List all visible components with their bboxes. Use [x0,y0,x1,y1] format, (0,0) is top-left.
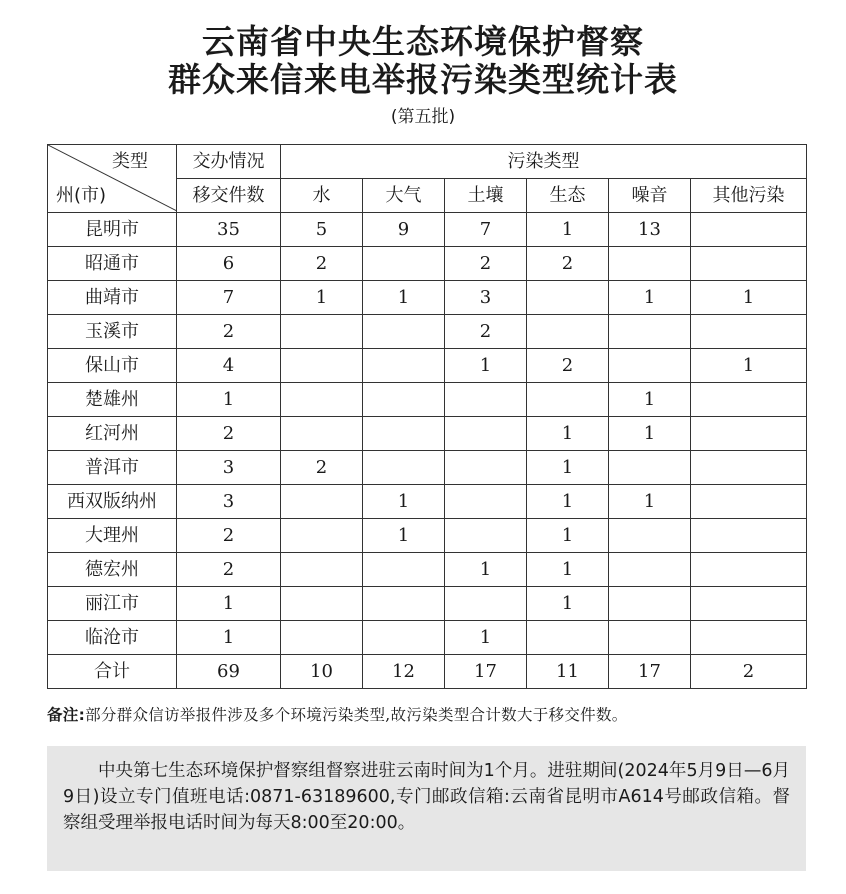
pollution-count-cell: 17 [445,655,527,689]
table-row [48,383,807,417]
pollution-count-cell [281,383,363,417]
footnote-label: 备注: [47,706,86,724]
header-type-3: 土壤 [445,179,527,213]
transferred-count-cell: 2 [177,519,281,553]
pollution-count-cell [281,315,363,349]
pollution-count-cell [281,519,363,553]
pollution-count-cell [691,587,807,621]
pollution-count-cell [445,485,527,519]
pollution-count-cell [281,485,363,519]
pollution-count-cell [527,621,609,655]
pollution-count-cell: 17 [609,655,691,689]
region-name: 普洱市 [48,451,177,485]
table-row [48,349,807,383]
footnote-text: 部分群众信访举报件涉及多个环境污染类型,故污染类型合计数大于移交件数。 [85,706,628,724]
region-name: 曲靖市 [48,281,177,315]
pollution-count-cell [691,247,807,281]
pollution-count-cell: 1 [609,417,691,451]
pollution-count-cell: 11 [527,655,609,689]
transferred-count-cell: 35 [177,213,281,247]
table-row [48,451,807,485]
transferred-count-cell: 7 [177,281,281,315]
pollution-count-cell [691,451,807,485]
region-name: 大理州 [48,519,177,553]
pollution-count-cell [363,553,445,587]
transferred-count-cell: 2 [177,417,281,451]
pollution-count-cell: 1 [445,553,527,587]
pollution-count-cell: 1 [363,485,445,519]
transferred-count-cell: 69 [177,655,281,689]
pollution-count-cell [527,281,609,315]
region-name: 昆明市 [48,213,177,247]
table-row [48,587,807,621]
pollution-count-cell [363,587,445,621]
pollution-count-cell: 1 [527,587,609,621]
pollution-count-cell: 2 [445,247,527,281]
transferred-count-cell: 6 [177,247,281,281]
pollution-count-cell [281,621,363,655]
pollution-count-cell: 1 [527,553,609,587]
pollution-count-cell [609,451,691,485]
header-type-5: 噪音 [609,179,691,213]
pollution-count-cell [691,485,807,519]
hotline-notice-text: 中央第七生态环境保护督察组督察进驻云南时间为1个月。进驻期间(2024年5月9日—6月9日)设立专门值班电话:0871-63189600,专门邮政信箱:云南省昆明市A614号邮政信箱。督察组受理举报电话时间为每天8:00至20:00。 [63,761,790,833]
table-row [48,281,807,315]
region-name: 昭通市 [48,247,177,281]
pollution-count-cell: 1 [609,281,691,315]
transferred-count-cell: 3 [177,485,281,519]
pollution-count-cell [281,587,363,621]
pollution-count-cell [281,553,363,587]
pollution-count-cell [691,417,807,451]
pollution-count-cell: 2 [527,247,609,281]
pollution-count-cell [363,383,445,417]
region-name: 临沧市 [48,621,177,655]
pollution-count-cell [445,451,527,485]
pollution-count-cell [527,315,609,349]
pollution-count-cell [691,383,807,417]
header-transferred-count: 移交件数 [177,179,281,213]
pollution-count-cell: 2 [691,655,807,689]
pollution-count-cell: 2 [527,349,609,383]
header-type-4: 生态 [527,179,609,213]
pollution-count-cell [691,315,807,349]
pollution-count-cell [445,383,527,417]
pollution-count-cell [445,519,527,553]
pollution-count-cell [691,519,807,553]
header-handling-group: 交办情况 [177,145,281,179]
region-name: 西双版纳州 [48,485,177,519]
corner-label-region: 州(市) [56,185,107,206]
region-name: 红河州 [48,417,177,451]
transferred-count-cell: 1 [177,587,281,621]
pollution-count-cell [363,417,445,451]
pollution-count-cell: 3 [445,281,527,315]
total-label: 合计 [48,655,177,689]
pollution-count-cell: 9 [363,213,445,247]
pollution-count-cell [363,451,445,485]
pollution-count-cell: 1 [527,213,609,247]
header-type-1: 水 [281,179,363,213]
pollution-count-cell [363,621,445,655]
pollution-count-cell [609,247,691,281]
pollution-count-cell: 1 [527,451,609,485]
pollution-count-cell: 10 [281,655,363,689]
pollution-count-cell [445,587,527,621]
pollution-count-cell: 1 [445,621,527,655]
transferred-count-cell: 2 [177,315,281,349]
header-type-2: 大气 [363,179,445,213]
region-name: 楚雄州 [48,383,177,417]
pollution-count-cell: 1 [609,383,691,417]
pollution-count-cell: 1 [527,417,609,451]
table-corner-header [48,145,177,213]
transferred-count-cell: 3 [177,451,281,485]
region-name: 玉溪市 [48,315,177,349]
pollution-count-cell: 13 [609,213,691,247]
pollution-count-cell [527,383,609,417]
pollution-count-cell [609,587,691,621]
table-row [48,213,807,247]
pollution-count-cell: 1 [363,281,445,315]
pollution-count-cell: 7 [445,213,527,247]
transferred-count-cell: 4 [177,349,281,383]
footnote [47,703,628,725]
pollution-count-cell: 12 [363,655,445,689]
pollution-count-cell: 5 [281,213,363,247]
title-line-2: 群众来信来电举报污染类型统计表 [168,60,678,99]
pollution-count-cell [609,553,691,587]
pollution-count-cell: 1 [609,485,691,519]
region-name: 德宏州 [48,553,177,587]
pollution-count-cell [609,519,691,553]
corner-label-type: 类型 [112,151,148,172]
table-row [48,247,807,281]
header-pollution-group: 污染类型 [281,145,807,179]
region-name: 丽江市 [48,587,177,621]
pollution-count-cell [691,621,807,655]
title-line-1: 云南省中央生态环境保护督察 [202,22,644,61]
region-name: 保山市 [48,349,177,383]
table-row [48,621,807,655]
pollution-count-cell: 2 [281,247,363,281]
pollution-count-cell: 2 [281,451,363,485]
pollution-count-cell [445,417,527,451]
table-row [48,519,807,553]
pollution-count-cell: 1 [691,281,807,315]
pollution-count-cell [691,213,807,247]
subtitle: (第五批) [390,107,456,127]
pollution-count-cell [363,315,445,349]
pollution-count-cell [281,349,363,383]
pollution-count-cell [609,349,691,383]
pollution-count-cell [609,621,691,655]
table-row [48,417,807,451]
total-row [48,655,807,689]
pollution-count-cell: 2 [445,315,527,349]
transferred-count-cell: 1 [177,621,281,655]
pollution-count-cell: 1 [363,519,445,553]
table-row [48,315,807,349]
statistics-table [47,144,807,689]
transferred-count-cell: 2 [177,553,281,587]
transferred-count-cell: 1 [177,383,281,417]
hotline-notice-box [47,746,806,871]
pollution-count-cell [691,553,807,587]
pollution-count-cell [609,315,691,349]
pollution-count-cell: 1 [445,349,527,383]
pollution-count-cell: 1 [527,519,609,553]
pollution-count-cell [363,247,445,281]
header-type-6: 其他污染 [691,179,807,213]
pollution-count-cell: 1 [281,281,363,315]
pollution-count-cell [281,417,363,451]
pollution-count-cell: 1 [527,485,609,519]
pollution-count-cell [363,349,445,383]
table-row [48,485,807,519]
pollution-count-cell: 1 [691,349,807,383]
table-row [48,553,807,587]
